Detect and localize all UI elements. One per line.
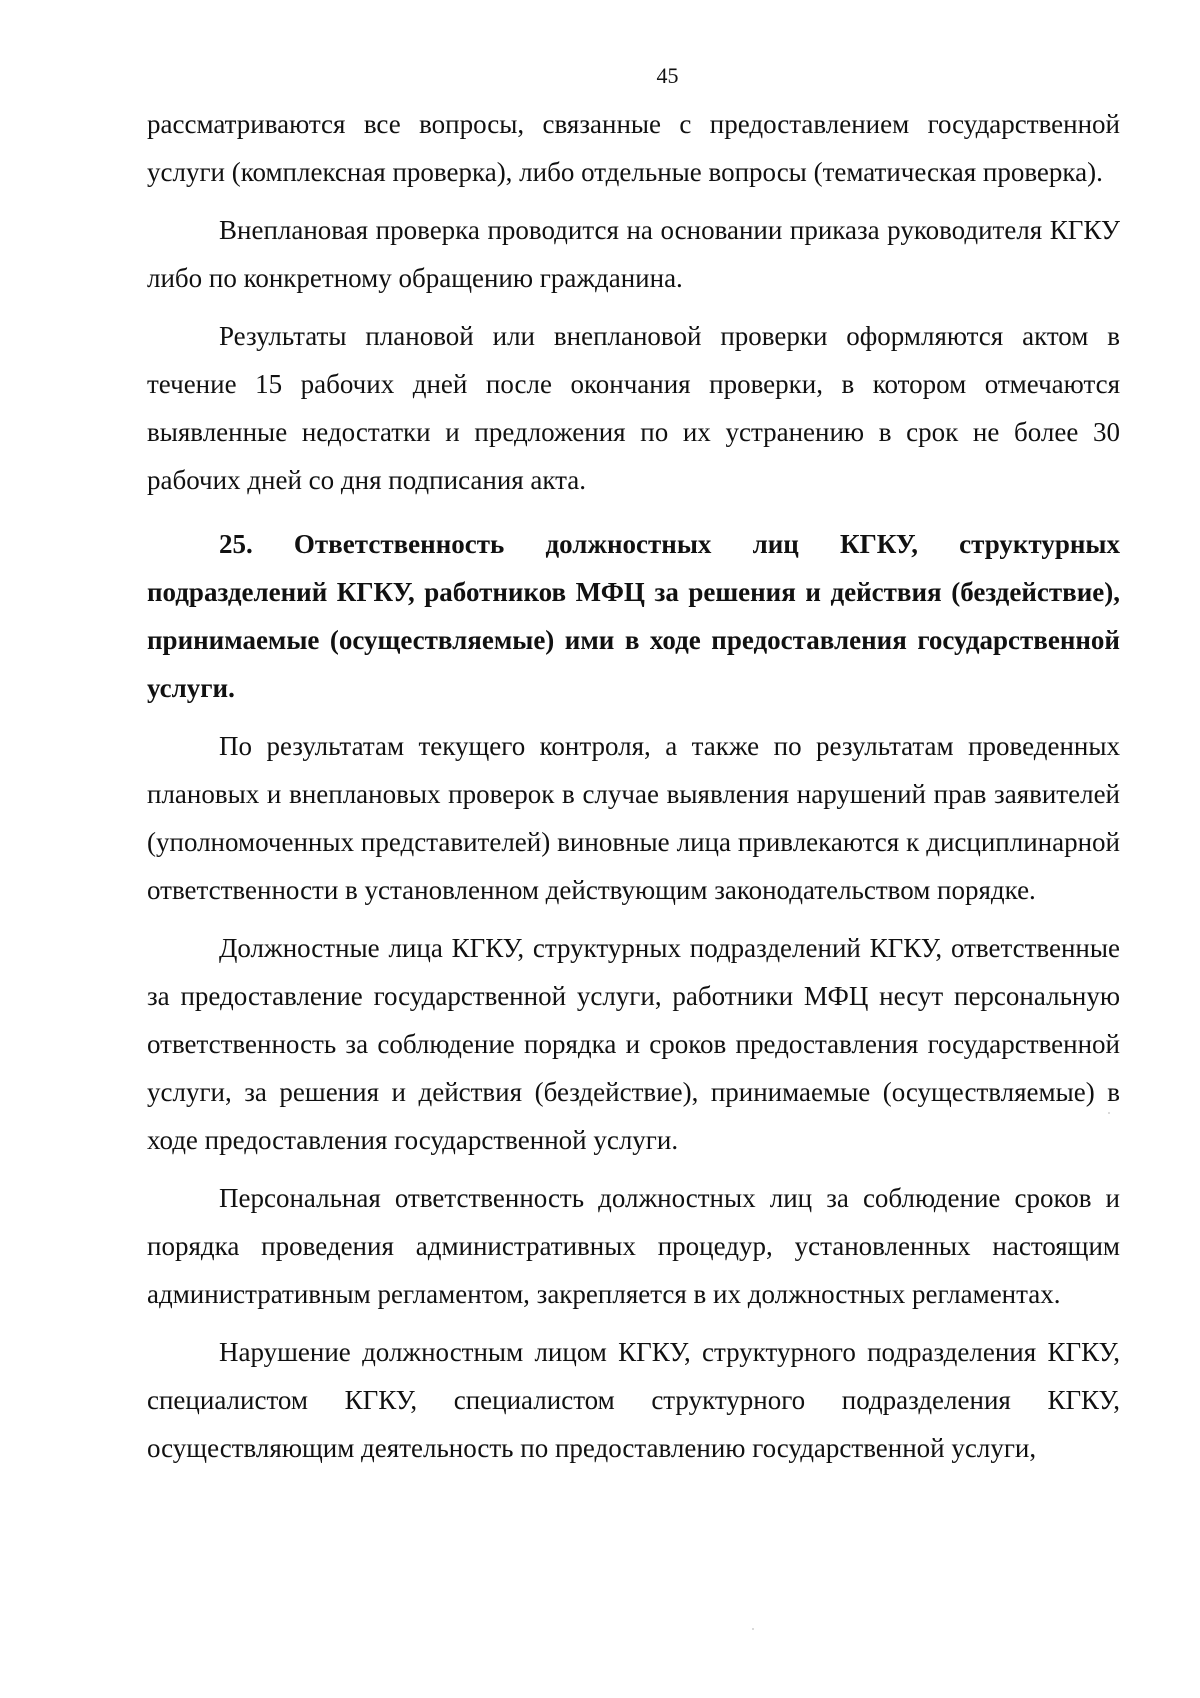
paragraph-control-results: По результатам текущего контроля, а также по результатам проведенных плановых и внеплановых проверок в случае выявления нарушений прав заявителей (уполномоченных представителей) виновные лица привлекаются к дисциплинарной ответственности в установленном действующим законодательством порядке.: [147, 731, 1120, 905]
paragraph-officials-responsibility: Должностные лица КГКУ, структурных подразделений КГКУ, ответственные за предоставление государственной услуги, работники МФЦ несут персональную ответственность за соблюдение порядка и сроков предоставления государственной услуги, за решения и действия (бездействие), принимаемые (осуществляемые) в ходе предоставления государственной услуги.: [147, 933, 1120, 1155]
scan-speck: [752, 1628, 754, 1630]
page-number: 45: [656, 63, 679, 88]
paragraph-inspection-results: Результаты плановой или внеплановой проверки оформляются актом в течение 15 рабочих дней после окончания проверки, в котором отмечаются выявленные недостатки и предложения по их устранению в срок не более 30 рабочих дней со дня подписания акта.: [147, 321, 1120, 495]
scan-speck: [1108, 1112, 1110, 1114]
paragraph-violation: Нарушение должностным лицом КГКУ, структурного подразделения КГКУ, специалистом КГКУ, специалистом структурного подразделения КГКУ, осуществляющим деятельность по предоставлению государственной услуги,: [147, 1337, 1120, 1463]
paragraph-unscheduled-inspection: Внеплановая проверка проводится на основании приказа руководителя КГКУ либо по конкретному обращению гражданина.: [147, 215, 1120, 293]
body-text: [147, 100, 1120, 1472]
paragraph-personal-responsibility: Персональная ответственность должностных лиц за соблюдение сроков и порядка проведения административных процедур, установленных настоящим административным регламентом, закрепляется в их должностных регламентах.: [147, 1183, 1120, 1309]
section-heading-25: 25. Ответственность должностных лиц КГКУ, структурных подразделений КГКУ, работников МФЦ за решения и действия (бездействие), принимаемые (осуществляемые) ими в ходе предоставления государственной услуги.: [147, 529, 1120, 703]
paragraph-continuation: рассматриваются все вопросы, связанные с предоставлением государственной услуги (комплексная проверка), либо отдельные вопросы (тематическая проверка).: [147, 109, 1120, 187]
